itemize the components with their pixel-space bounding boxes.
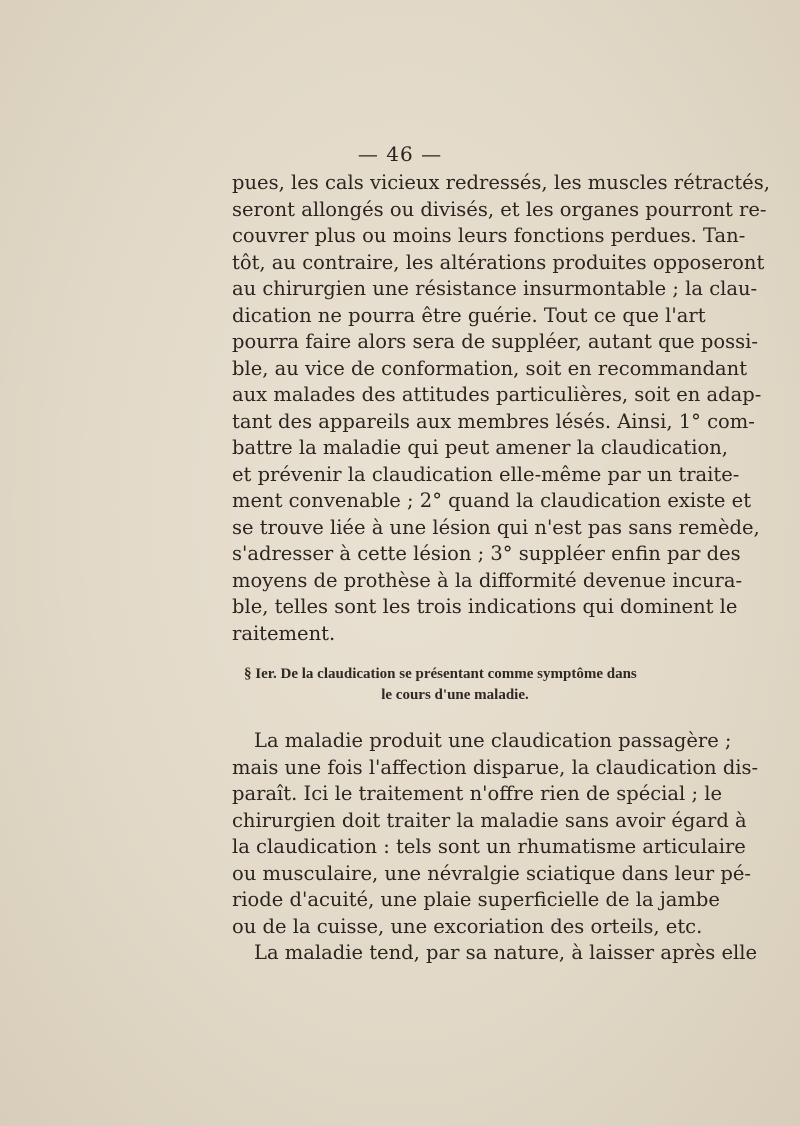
text-line: ment convenable ; 2° quand la claudication existe et — [232, 489, 752, 512]
text-line: ou musculaire, une névralgie sciatique dans leur pé- — [232, 861, 751, 885]
text-line: s'adresser à cette lésion ; 3° suppléer enfin par des — [232, 542, 741, 565]
text-line: tant des appareils aux membres lésés. Ainsi, 1° com- — [232, 409, 755, 433]
section-heading-line: § Ier. De la claudication se présentant comme symptôme dans — [244, 666, 637, 682]
paragraph-passing-claudication — [232, 728, 759, 967]
text-line: battre la maladie qui peut amener la claudication, — [232, 436, 728, 459]
text-line: ble, telles sont les trois indications qui dominent le — [232, 595, 738, 618]
text-line: La maladie produit une claudication passagère ; — [254, 729, 732, 752]
text-line: seront allongés ou divisés, et les organes pourront re- — [232, 197, 767, 221]
text-line: moyens de prothèse à la difformité devenue incura- — [232, 568, 743, 592]
text-line: pourra faire alors sera de suppléer, autant que possi- — [232, 330, 758, 353]
text-line: La maladie tend, par sa nature, à laisser après elle — [254, 941, 758, 964]
text-line: pues, les cals vicieux redressés, les muscles rétractés, — [232, 171, 770, 194]
text-line: chirurgien doit traiter la maladie sans avoir égard à — [232, 808, 747, 832]
text-line: et prévenir la claudication elle-même par un traite- — [232, 462, 740, 486]
page-number: — 46 — — [357, 142, 443, 166]
text-line: ou de la cuisse, une excoriation des orteils, etc. — [232, 914, 703, 938]
paragraph-treatment-indications — [232, 170, 770, 647]
text-line: au chirurgien une résistance insurmontable ; la clau- — [232, 277, 758, 300]
text-line: aux malades des attitudes particulières, soit en adap- — [232, 383, 762, 406]
text-line: ble, au vice de conformation, soit en recommandant — [232, 356, 748, 380]
text-line: dication ne pourra être guérie. Tout ce que l'art — [232, 303, 706, 327]
text-line: la claudication : tels sont un rhumatisme articulaire — [232, 835, 746, 858]
text-line: tôt, au contraire, les altérations produites opposeront — [232, 250, 765, 274]
section-heading-line: le cours d'une maladie. — [381, 687, 529, 703]
text-line: raitement. — [232, 621, 336, 645]
text-line: mais une fois l'affection disparue, la claudication dis- — [232, 755, 759, 779]
section-heading — [232, 664, 678, 706]
text-line: se trouve liée à une lésion qui n'est pas sans remède, — [232, 515, 760, 539]
text-line: couvrer plus ou moins leurs fonctions perdues. Tan- — [232, 224, 746, 247]
text-line: riode d'acuité, une plaie superficielle de la jambe — [232, 888, 720, 911]
text-line: paraît. Ici le traitement n'offre rien de spécial ; le — [232, 782, 723, 805]
